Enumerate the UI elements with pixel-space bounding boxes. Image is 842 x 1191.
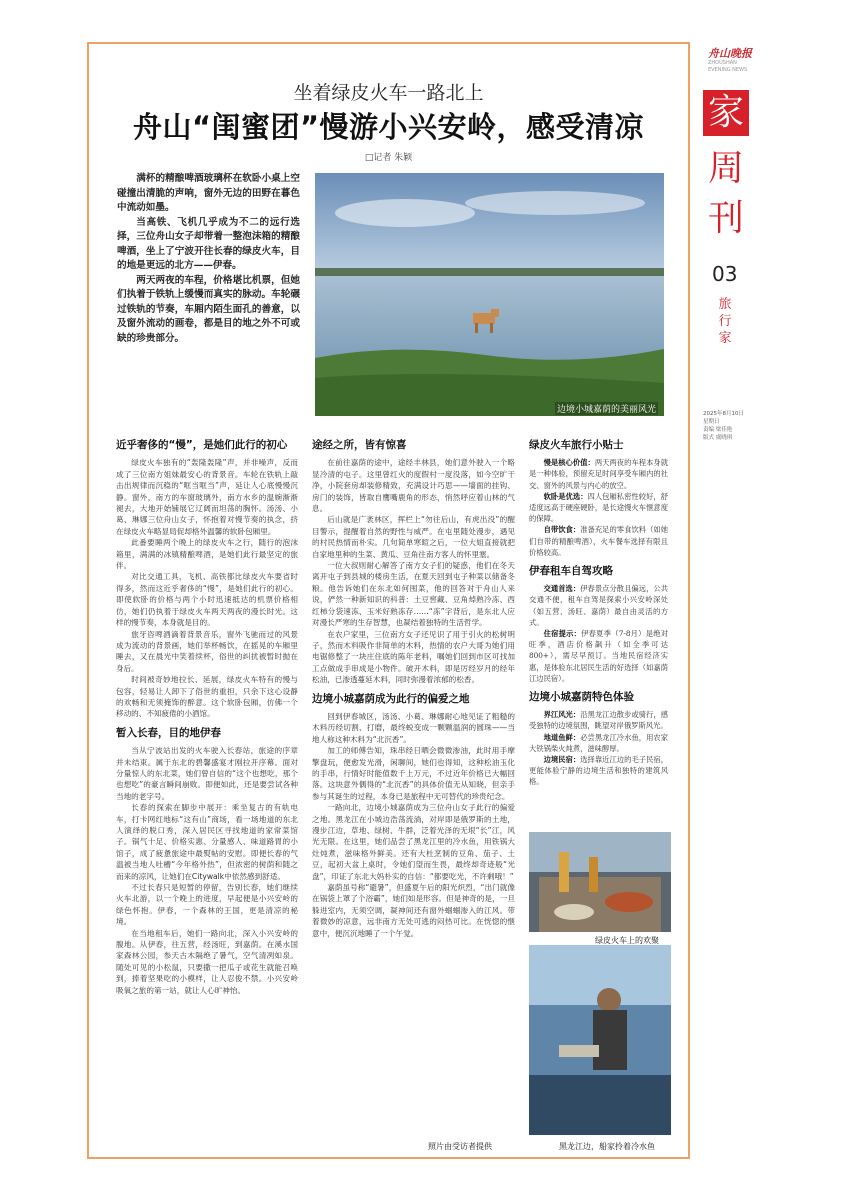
subheading: 边境小城嘉荫成为此行的偏爱之地: [312, 692, 470, 705]
riverside-landscape-image: [315, 173, 664, 416]
masthead-logo: 舟山晚报: [708, 47, 752, 60]
body-paragraph: 回到伊春城区，汤汤、小葛、琳娜耐心地见证了粗糙的木料历经切割、打磨，最终蜕变成一颗颗温润的圆珠——当地人称这种木料为“北沉香”。: [312, 711, 515, 744]
tips-heading: 伊春租车自驾攻略: [529, 565, 613, 578]
issue-designer: 版式 虞晓琪: [703, 435, 733, 441]
issue-weekday: 星期日: [703, 419, 720, 425]
article-column-2: [312, 432, 515, 939]
section-name: 旅行家: [718, 297, 732, 346]
body-paragraph: 后山就是广袤林区，挥栏上“勿往后山，有虎出没”的醒目警示，提醒着自然的野性与威严。在屯里随处漫步，遇见的村民热情而朴实。几句简单寒暄之后，一位大姐直接就把自家地里种的生菜、黄瓜、豆角往南方客人的怀里塞。: [312, 515, 515, 559]
body-paragraph: 旅牙咨啤酒滴着背景音乐，窗外飞驰而过的风景成为流动的背景画，她们举杯畅饮，在摇晃的车厢里睡去，又在晨光中笑着续杯，俗世的纠扰被暂时抛在身后。: [116, 629, 298, 673]
body-paragraph: 绿皮火车独有的“轰隆轰隆”声，并非噪声，反而成了三位南方姐妹最安心的背景音。车轮在铁轨上敲击出规律而沉稳的“哐当哐当”声，延让人心底慢慢沉静。窗外，南方的车窗玻璃外，南方水乡的温婉渐渐褪去，大地开始铺展它辽阔而坦荡的胸怀。汤汤、小葛、琳娜三位舟山女子，怀抱着对慢节奏的执念，挤在绿皮火车略显局促却格外温馨的软卧包厢里。: [116, 458, 298, 536]
train-party-caption: 绿皮火车上的欢聚: [595, 936, 659, 945]
tip-item: [529, 628, 668, 684]
tip-text: 选择靠近江边的毛子民宿，更能体验宁静的边境生活和独特的建筑风格。: [529, 755, 669, 787]
body-paragraph: 当从宁波站出发的火车驶入长春站，旅途的序章并未结束。属于东北的碧馨盛宴才刚拉开序幕。面对分量惊人的东北菜，她们曾自信的“这个也想吃，那个也想吃”的豪言瞬间崩败。即便如此，还是要尝试各种当地的老字号。: [116, 746, 298, 801]
body-paragraph: 一位大叔则耐心解答了南方女子们的疑惑，他们在冬天离开屯子到县城的楼房生活，在夏天回到屯子种菜以储备冬粮。他告诉她们在东北如何囤菜，他的回答对于舟山人来说，俨然一种新知识的科普：土豆窖藏、豆角焯熟冷冻、西红柿分袋速冻、玉米好熟冻存……“冻”字背后，是东北人应对漫长严寒的生存智慧，也凝结着独特的生活哲学。: [312, 561, 515, 628]
body-paragraph: 加工的师傅告知，珠串经日晒会微微渗油，此时用手摩擎盘玩，便愈发光滑，闲聊间，她们也得知，这种松油玉化的手串，行情好时能值数千上万元，不过近年价格已大幅回落。这块意外偶得的“北沉香”的具体价值无从知晓，但亲手参与其诞生的过程，本身已是旅程中无可替代的珍贵纪念。: [312, 746, 515, 801]
tip-label: 交通首选：: [543, 584, 581, 594]
article-kicker: 坐着绿皮火车一路北上: [293, 82, 484, 104]
article-column-1: [116, 432, 298, 996]
article-intro: [117, 172, 300, 346]
subheading: 近乎奢侈的“慢”，是她们此行的初心: [116, 439, 288, 451]
tip-text: 沿黑龙江边散步或骑行，感受独特的边境氛围，眺望对岸俄罗斯风光。: [529, 710, 669, 731]
photo-credit: 照片由受访者提供: [428, 1142, 492, 1151]
masthead-sub-line2: EVENING NEWS: [708, 67, 748, 73]
issue-info: [703, 410, 744, 442]
subheading: 暂入长春，目的地伊春: [116, 726, 221, 739]
issue-date: 2025年8月10日: [703, 411, 744, 417]
tip-item: [529, 732, 668, 754]
body-paragraph: 在农户家里，三位南方女子还见识了用于引火的松树明子，然而木料吸作非简单的木料，热情的农户大哥为她们用电锯修整了一块庄住底的陈年老料，嘱她们回到市区可找加工点做成手串成是小物件。破开木料，即是厉经岁月的经年松油，已渗透蔓延木料，同时弥漫着浓郁的松香。: [312, 629, 515, 685]
tip-item: [529, 583, 668, 628]
tip-text: 准备充足的零食饮料（如她们自带的精酿啤酒），火车餐车选择有限且价格较高。: [529, 525, 669, 557]
fisherman-caption: 黑龙江边，船家拎着冷水鱼: [559, 1142, 655, 1151]
tip-label: 软卧是优选：: [543, 491, 588, 501]
tip-label: 界江风光：: [543, 710, 581, 720]
train-table-image: [529, 832, 671, 932]
body-paragraph: 时间被奇妙地拉长、延展，绿皮火车特有的慢与包容，轻易让人卸下了俗世的重担，只余下这心设静的欢畅和无须掩饰的醉意。这个软卧包厢，仿佛一个移动的、不知疲倦的小酒馆。: [116, 675, 298, 719]
section-kan-char: 刊: [708, 198, 745, 239]
body-paragraph: 在前往嘉荫的途中，途经丰林县，她们意外驶入一个略显冷清的屯子。这里曾红火的度假村一度没落，如今空旷干净，小院套房却装修精致，充满设计巧思——墙面的挂钩、房门的装饰，皆取自鹰嘴鹿角的形态，悄然呼应着山林的气息。: [312, 458, 515, 514]
tip-text: 伊春景点分散且偏远，公共交通不便，租车自驾是探索小兴安岭深处（如五营、汤旺、嘉荫）最自由灵活的方式。: [529, 584, 669, 627]
body-paragraph: 对比交通工具，飞机、高铁都比绿皮火车要省时得多，然而这近乎奢侈的“慢”，是她们此行的初心。即使软卧的价格与两个小时迅速抵达的机票价格相仿，她们仍执着于绿皮火车两天两夜的漫长时光。这样的慢节奏，本身就是目的。: [116, 572, 298, 628]
intro-paragraph: 两天两夜的车程，价格堪比机票，但她们执着于铁轨上缓慢而真实的脉动。车轮碾过铁轨的节奏，车厢内陌生面孔的善意，以及窗外流动的画卷，都是目的地之外不可或缺的珍贵部分。: [117, 274, 300, 344]
fisherman-image: [529, 945, 671, 1135]
issue-editor: 责编 梁佳艳: [703, 427, 733, 433]
subheading: 途经之所，皆有惊喜: [312, 439, 407, 451]
page-number: 03: [712, 262, 738, 286]
fisherman-photo: [529, 945, 671, 1135]
tip-text: 四人包厢私密性较好，舒适度远高于硬座硬卧，是长途慢火车惬意度的保障。: [529, 491, 669, 524]
body-paragraph: 在当地租车后，她们一路向北，深入小兴安岭的腹地。从伊春，往五营，经汤旺，到嘉荫。在溪水国家森林公园，参天古木隔绝了暑气，空气清冽如泉。随处可见的小松鼠，只要撒一把瓜子或花生就能召唤到，捧着坚果吃的小模样，让人忍俊不禁。小兴安岭吸氧之旅的第一站，就让人心旷神怡。: [116, 928, 298, 995]
article-headline: 舟山“闺蜜团”慢游小兴安岭，感受清凉: [132, 110, 645, 144]
body-paragraph: 一路向北，边境小城嘉荫成为三位舟山女子此行的偏爱之地。黑龙江在小城边浩荡流淌，对岸即是俄罗斯的土地，漫步江边，草地、绿树、牛群，泛着光泽的无垠“长”江，风光无限。在这里，她们品尝了黑龙江里的冷水鱼，用铁锅大灶炖煮，滋味格外鲜美。还有大杜烹制的豆角、茄子、土豆，起初大盆上桌时，令她们望而生畏，最终却奇迹般“光盘”，印证了东北大妈朴实的自信：“都要吃光，不许剩哦！”: [312, 803, 515, 881]
tip-label: 自带饮食：: [543, 525, 581, 535]
article-byline: □记者 朱颖: [364, 153, 413, 163]
tips-heading: 绿皮火车旅行小贴士: [529, 439, 624, 451]
tip-item: [529, 754, 668, 788]
main-photo: [315, 173, 664, 416]
body-paragraph: 不过长春只是短暂的停留，告别长春，她们继续火车北游，以一个晚上的进度，早起便是小兴安岭的绿色怀抱。伊春，一个森林的王国，更是清凉的秘境。: [116, 883, 298, 927]
tips-heading: 边境小城嘉荫特色体验: [529, 691, 634, 704]
tip-label: 地道鱼鲜：: [543, 732, 581, 742]
tip-item: [529, 457, 668, 491]
intro-paragraph: 当高铁、飞机几乎成为不二的远行选择，三位舟山女子却带着一整泡沫箱的精酿啤酒，坐上了宁波开往长春的绿皮火车，目的地是更远的北方——伊春。: [117, 216, 300, 271]
body-paragraph: 嘉荫虽号称“避暑”，但盛夏午后的阳光炽烈，“出门就像在锅袋上罩了个浴霸”，她们如是形容。但是神奇的是，一旦躲进室内，无须空调，凝神间还有窗外蝈蝈渗入的江风。带着微妙的凉意，远非南方无处可逃的闷热可比。在恍惚的惬意中，便沉沉地睡了一个午觉。: [312, 883, 515, 938]
masthead-sub-line1: ZHOUSHAN: [708, 60, 737, 66]
train-party-photo: [529, 832, 671, 932]
tip-item: [529, 491, 668, 525]
tip-item: [529, 524, 668, 558]
body-paragraph: 此番要睡两个晚上的绿皮火车之行，随行的泡沫箱里，满满的冰镇精酿啤酒，是她们此行最坚定的旅伴。: [116, 538, 298, 571]
masthead-subtitle: [708, 60, 747, 74]
section-zhou-char: 周: [708, 148, 745, 189]
intro-paragraph: 满杯的精酿啤酒玻璃杯在软卧小桌上空碰撞出清脆的声响，窗外无边的田野在暮色中流动如墨。: [117, 173, 300, 213]
tip-text: 必尝黑龙江冷水鱼，用农家大铁锅柴火炖煮，滋味醇厚。: [529, 732, 669, 753]
tip-item: [529, 709, 668, 731]
tip-text: 两天两夜的车程本身就是一种体验，预留充足时间享受车厢内的社交、窗外的风景与内心的放空。: [529, 458, 669, 490]
tip-label: 慢是核心价值：: [543, 458, 595, 468]
tip-label: 住宿提示：: [543, 629, 582, 639]
tip-text: 伊春夏季（7-8月）是绝对旺季，酒店价格飙升（如全季可达800+），需尽早预订。当地民宿经济实惠，是体验东北居民生活的好选择（如嘉荫江边民宿）。: [529, 629, 669, 683]
section-jia-block: 家: [703, 90, 749, 136]
tips-sidebar: [529, 432, 668, 788]
body-paragraph: 长春的探索在脚步中展开：乘坐复古的有轨电车，打卡网红地标“这有山”商场，看一场地道的东北人演绎的脱口秀，深入居民区寻找地道的家常菜馆子。锅气十足、价格实惠、分量感人、味道路胃的小馆子，成了疲惫旅途中最熨帖的安慰。即便长春的气温被当地人吐槽“今年格外热”，但浓密的树荫和随之而来的凉风，让她们在Citywalk中依然感到舒适。: [116, 803, 298, 881]
tip-label: 边境民宿：: [543, 755, 581, 765]
main-photo-caption: 边境小城嘉荫的美丽风光: [555, 402, 658, 415]
